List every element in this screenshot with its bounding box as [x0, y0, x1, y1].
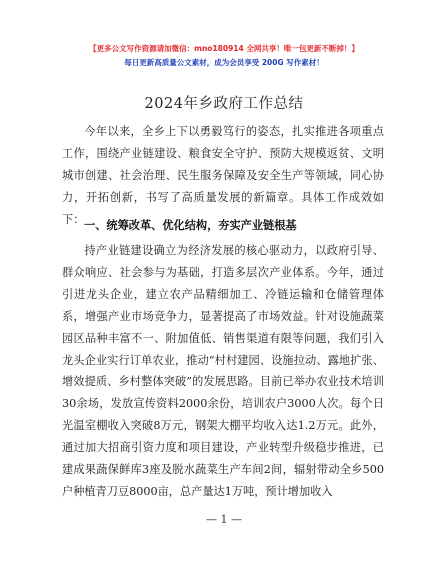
section-paragraph: 持产业链建设确立为经济发展的核心驱动力，以政府引导、群众响应、社会参与为基础，打造多层次产业体系。今年，通过引进龙头企业，建立农产品精细加工、冷链运输和仓储管理体系，增强产业市场竞争力，显著提高了市场效益。针对设施蔬菜园区品种丰富不一、附加值低、销售渠道有限等问题，我们引入龙头企业实行订单农业，推动“村村建园、设施拉动、露地扩张、增效提质、乡村整体突破”的发展思路。目前已举办农业技术培训30余场，发放宣传资料2000余份，培训农户3000人次。每个日光温室棚收入突破8万元，钢架大棚平均收入达1.2万元。此外，通过加大招商引资力度和项目建设，产业转型升级稳步推进，已建成果蔬保鲜库3座及脱水蔬菜生产车间2间，辐射带动全乡500户种植青刀豆8000亩，总产量达1万吨，预计增加收入	[62, 244, 384, 498]
promo-line-membership: 每日更新高质量公文素材，成为会员享受 200G 写作素材！	[124, 58, 324, 67]
promo-line-wechat: 【更多公文写作资源请加微信：mno180914 全网共享！唯一包更新不断掉！】	[89, 44, 359, 53]
page-number: — 1 —	[206, 513, 242, 526]
intro-paragraph: 今年以来，全乡上下以勇毅笃行的姿态，扎实推进各项重点工作，围绕产业链建设、粮食安全守护、预防大规模返贫、文明城市创建、社会治理、民生服务保障及安全生产等领域，同心协力，开拓创新，书写了高质量发展的新篇章。具体工作成效如下：	[62, 125, 384, 226]
section-heading: 一、统筹改革、优化结构，夯实产业链根基	[84, 219, 297, 232]
page-title: 2024年乡政府工作总结	[144, 96, 304, 112]
